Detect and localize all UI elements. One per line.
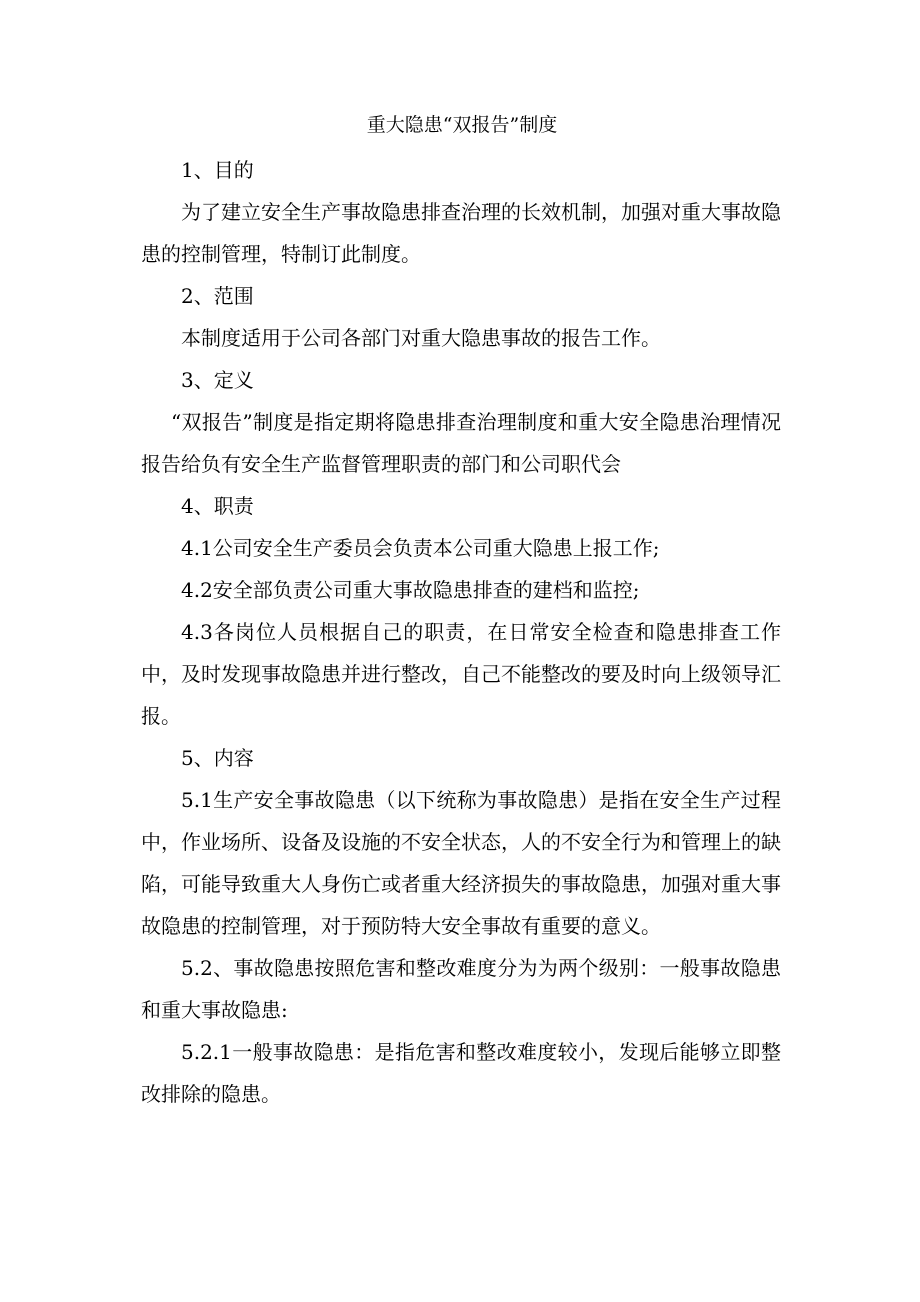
document-title: 重大隐患“双报告”制度 [366,114,558,136]
section-heading-scope: 2、范围 [181,284,254,308]
section-heading-responsibilities: 4、职责 [181,494,254,518]
definition-text: “双报告”制度是指定期将隐患排查治理制度和重大安全隐患治理情况报告给负有安全生产监督管理职责的部门和公司职代会 [141,410,781,476]
content-5-1: 5.1生产安全事故隐患（以下统称为事故隐患）是指在安全生产过程中，作业场所、设备及设施的不安全状态，人的不安全行为和管理上的缺陷，可能导致重大人身伤亡或者重大经济损失的事故隐患，加强对重大事故隐患的控制管理，对于预防特大安全事故有重要的意义。 [141,788,781,938]
responsibility-4-1: 4.1公司安全生产委员会负责本公司重大隐患上报工作; [181,536,660,560]
section-heading-content: 5、内容 [181,746,254,770]
content-5-2-1: 5.2.1一般事故隐患：是指危害和整改难度较小，发现后能够立即整改排除的隐患。 [141,1040,781,1106]
purpose-text: 为了建立安全生产事故隐患排查治理的长效机制，加强对重大事故隐患的控制管理，特制订此制度。 [141,200,781,266]
responsibility-4-3: 4.3各岗位人员根据自己的职责，在日常安全检查和隐患排查工作中，及时发现事故隐患并进行整改，自己不能整改的要及时向上级领导汇报。 [141,620,781,728]
section-heading-purpose: 1、目的 [181,158,254,182]
document-body [141,105,781,1115]
section-heading-definition: 3、定义 [181,368,254,392]
content-5-2: 5.2、事故隐患按照危害和整改难度分为为两个级别：一般事故隐患和重大事故隐患: [141,956,781,1022]
scope-text: 本制度适用于公司各部门对重大隐患事故的报告工作。 [181,326,661,350]
responsibility-4-2: 4.2安全部负责公司重大事故隐患排查的建档和监控; [181,578,640,602]
